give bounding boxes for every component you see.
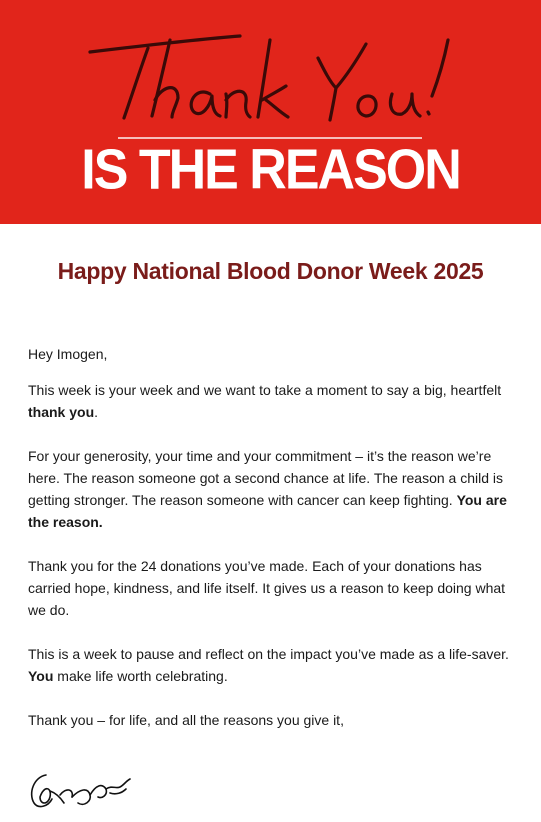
paragraph-1-end: .	[94, 404, 99, 420]
header-banner	[0, 0, 541, 224]
paragraph-2	[28, 445, 518, 533]
paragraph-3: Thank you for the 24 donations you’ve made. Each of your donations has carried hope, kindness, and life itself. It gives us a reason to keep doing what we do.	[28, 558, 506, 618]
paragraph-4	[28, 643, 518, 687]
paragraph-1	[28, 379, 518, 423]
paragraph-2-emphasis: You are the reason.	[28, 492, 507, 530]
paragraph-4-emphasis: You	[28, 668, 54, 684]
paragraph-1-emphasis: thank you	[28, 404, 95, 420]
signature-image	[26, 767, 136, 820]
handwritten-signature-icon	[26, 767, 136, 815]
greeting: Hey Imogen,	[28, 346, 108, 362]
paragraph-4-text: This is a week to pause and reflect on the impact you’ve made as a life-saver.	[28, 646, 509, 662]
email-heading: Happy National Blood Donor Week 2025	[57, 258, 484, 284]
closing-line: Thank you – for life, and all the reasons you give it,	[28, 712, 344, 728]
paragraph-2-text: For your generosity, your time and your commitment – it’s the reason we’re here. The reason someone got a second chance at life. The reason a child is getting stronger. The reason someone with cancer can keep fighting.	[28, 448, 504, 508]
paragraph-4-end: make life worth celebrating.	[53, 668, 228, 684]
paragraph-1-text: This week is your week and we want to take a moment to say a big, heartfelt	[28, 382, 502, 398]
banner-tagline: IS THE REASON	[81, 138, 460, 202]
email-body	[28, 343, 518, 745]
